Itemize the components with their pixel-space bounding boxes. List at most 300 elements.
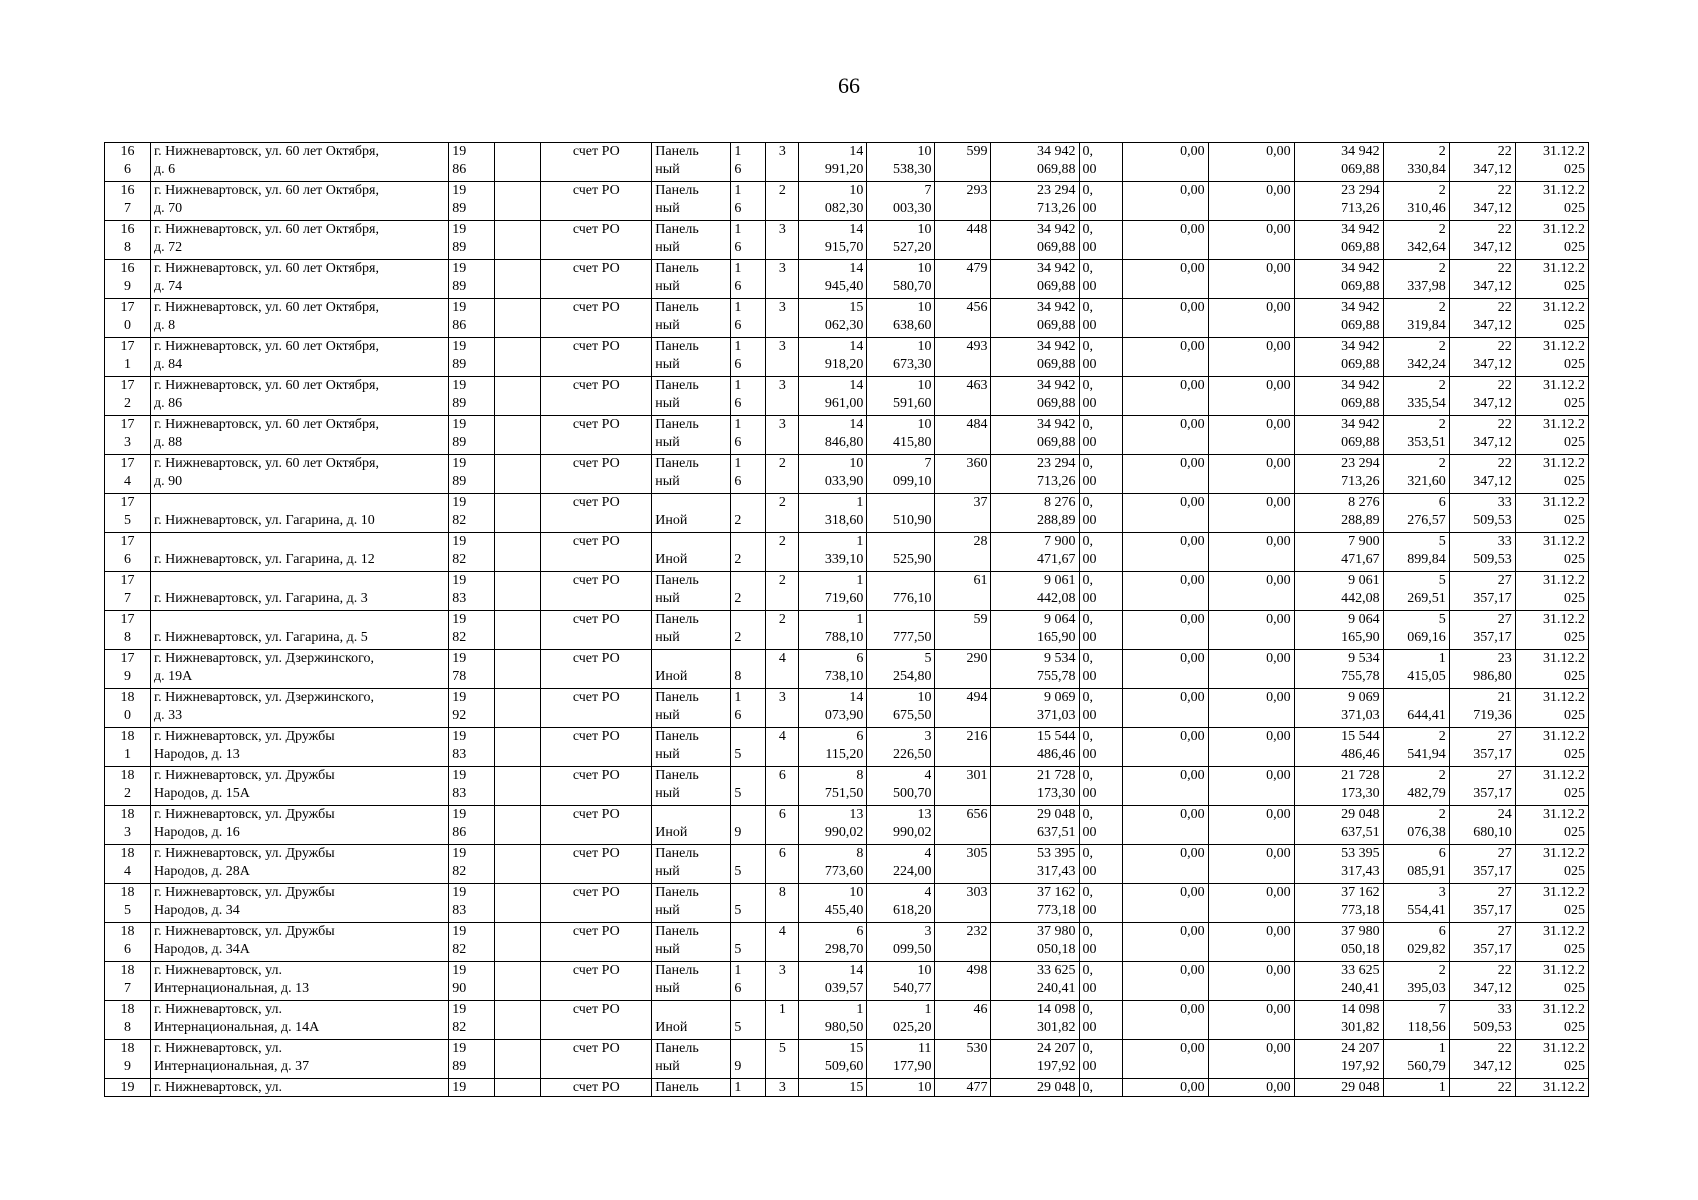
year-cell (449, 806, 495, 845)
living-area-cell-line: 003,30 (892, 201, 932, 216)
wall-material-cell (652, 845, 731, 884)
year-cell-line: 19 (452, 768, 467, 783)
address-cell-line: Народов, д. 13 (154, 747, 240, 762)
cost-per-sqm-cell-line: 337,98 (1407, 279, 1446, 294)
fund-fkr-cell (1079, 143, 1122, 182)
limit-cost-cell-line: 347,12 (1473, 279, 1512, 294)
living-area-cell (867, 338, 935, 377)
fund-fkr-cell-line: 00 (1082, 864, 1097, 879)
deadline-cell (1515, 260, 1588, 299)
year-cell-line: 19 (452, 1002, 467, 1017)
entrances-cell: 2 (766, 533, 799, 572)
other-funds-cell: 0,00 (1208, 494, 1294, 533)
row-number-cell-line: 18 (120, 690, 135, 705)
total-cost-cell-line: 34 942 (1037, 339, 1076, 354)
fund-method-cell: счет РО (541, 338, 652, 377)
year-cell (449, 845, 495, 884)
cost-per-sqm-cell-line: 6 (1438, 924, 1446, 939)
address-cell (151, 260, 449, 299)
limit-cost-cell-line: 22 (1497, 417, 1512, 432)
row-number-cell (105, 884, 151, 923)
row-number-cell-line: 17 (120, 612, 135, 627)
year-cell-line: 19 (452, 573, 467, 588)
year-cell-line: 82 (452, 1020, 467, 1035)
total-cost-cell-line: 371,03 (1037, 708, 1076, 723)
local-budget-cell: 0,00 (1122, 689, 1208, 728)
other-funds-cell: 0,00 (1208, 767, 1294, 806)
entrances-cell: 1 (766, 1001, 799, 1040)
limit-cost-cell (1449, 1001, 1515, 1040)
limit-cost-cell-line: 357,17 (1473, 864, 1512, 879)
fund-fkr-cell (1079, 572, 1122, 611)
fund-fkr-cell (1079, 260, 1122, 299)
floors-cell-line: 1 (734, 222, 742, 237)
living-area-cell-line: 5 (924, 651, 932, 666)
entrances-cell: 3 (766, 260, 799, 299)
floors-cell-line: 1 (734, 963, 742, 978)
owners-funds-cell (1294, 299, 1383, 338)
owners-funds-cell-line: 9 069 (1348, 690, 1380, 705)
cost-per-sqm-cell-line: 541,94 (1407, 747, 1446, 762)
row-number-cell-line: 18 (120, 768, 135, 783)
total-area-cell-line: 455,40 (824, 903, 864, 918)
total-cost-cell (991, 572, 1079, 611)
local-budget-cell: 0,00 (1122, 377, 1208, 416)
cost-per-sqm-cell (1383, 884, 1449, 923)
year-cell (449, 377, 495, 416)
address-cell-line: г. Нижневартовск, ул. 60 лет Октября, (154, 378, 379, 393)
limit-cost-cell (1449, 689, 1515, 728)
wall-material-cell-line: ный (655, 240, 680, 255)
living-area-cell-line: 099,50 (892, 942, 932, 957)
entrances-cell: 6 (766, 845, 799, 884)
wall-material-cell-line: Панель (655, 612, 699, 627)
fund-fkr-cell (1079, 533, 1122, 572)
local-budget-cell: 0,00 (1122, 338, 1208, 377)
address-cell-line: г. Нижневартовск, ул. (154, 963, 282, 978)
year-cell-line: 19 (452, 807, 467, 822)
residents-cell: 305 (935, 845, 991, 884)
owners-funds-cell (1294, 845, 1383, 884)
row-number-cell-line: 8 (124, 1020, 131, 1035)
year-cell (449, 1001, 495, 1040)
deadline-cell (1515, 767, 1588, 806)
row-number-cell (105, 377, 151, 416)
deadline-cell-line: 025 (1564, 903, 1585, 918)
empty-cell (495, 455, 541, 494)
year-cell-line: 19 (452, 339, 467, 354)
wall-material-cell (652, 221, 731, 260)
year-cell-line: 19 (452, 612, 467, 627)
cost-per-sqm-cell-line: 5 (1438, 612, 1446, 627)
row-number-cell-line: 18 (120, 1002, 135, 1017)
deadline-cell-line: 025 (1564, 279, 1585, 294)
owners-funds-cell-line: 37 980 (1341, 924, 1380, 939)
fund-fkr-cell-line: 0, (1082, 339, 1094, 354)
table-row (105, 806, 1589, 845)
floors-cell (731, 884, 766, 923)
wall-material-cell-line: Иной (655, 825, 688, 840)
limit-cost-cell-line: 22 (1497, 378, 1512, 393)
limit-cost-cell (1449, 455, 1515, 494)
row-number-cell-line: 5 (124, 513, 131, 528)
limit-cost-cell-line: 22 (1497, 222, 1512, 237)
deadline-cell-line: 025 (1564, 669, 1585, 684)
owners-funds-cell-line: 069,88 (1341, 396, 1380, 411)
entrances-cell: 2 (766, 611, 799, 650)
cost-per-sqm-cell (1383, 221, 1449, 260)
row-number-cell (105, 221, 151, 260)
wall-material-cell-line: Иной (655, 669, 688, 684)
wall-material-cell-line: Панель (655, 222, 699, 237)
total-area-cell-line: 14 (849, 378, 864, 393)
living-area-cell (867, 221, 935, 260)
limit-cost-cell (1449, 767, 1515, 806)
owners-funds-cell-line: 34 942 (1341, 222, 1380, 237)
wall-material-cell-line: ный (655, 591, 680, 606)
entrances-cell: 3 (766, 338, 799, 377)
total-cost-cell-line: 15 544 (1037, 729, 1076, 744)
row-number-cell-line: 4 (124, 864, 131, 879)
total-cost-cell-line: 713,26 (1037, 201, 1076, 216)
floors-cell-line: 6 (734, 981, 742, 996)
address-cell-line (154, 611, 445, 629)
empty-cell (495, 338, 541, 377)
fund-method-cell: счет РО (541, 260, 652, 299)
table-row (105, 689, 1589, 728)
row-number-cell-line: 9 (124, 669, 131, 684)
deadline-cell-line: 31.12.2 (1543, 885, 1585, 900)
cost-per-sqm-cell (1383, 806, 1449, 845)
floors-cell (731, 767, 766, 806)
total-cost-cell-line: 37 980 (1037, 924, 1076, 939)
owners-funds-cell-line: 23 294 (1341, 456, 1380, 471)
total-area-cell-line: 14 (849, 690, 864, 705)
deadline-cell (1515, 377, 1588, 416)
floors-cell (731, 260, 766, 299)
entrances-cell: 4 (766, 728, 799, 767)
entrances-cell: 2 (766, 572, 799, 611)
year-cell-line: 82 (452, 630, 467, 645)
empty-cell (495, 377, 541, 416)
limit-cost-cell (1449, 338, 1515, 377)
wall-material-cell-line: ный (655, 357, 680, 372)
year-cell-line: 82 (452, 942, 467, 957)
entrances-cell: 6 (766, 806, 799, 845)
row-number-cell-line: 16 (120, 144, 135, 159)
cost-per-sqm-cell-line: 118,56 (1407, 1020, 1446, 1035)
total-area-cell (799, 1001, 867, 1040)
residents-cell: 479 (935, 260, 991, 299)
total-cost-cell (991, 455, 1079, 494)
total-cost-cell (991, 533, 1079, 572)
table-row (105, 962, 1589, 1001)
living-area-cell-line: 226,50 (892, 747, 932, 762)
address-cell-line: Интернациональная, д. 13 (154, 981, 310, 996)
limit-cost-cell (1449, 728, 1515, 767)
row-number-cell: 19 (105, 1079, 151, 1097)
year-cell-line: 89 (452, 357, 467, 372)
fund-fkr-cell-line: 0, (1082, 729, 1094, 744)
total-cost-cell (991, 260, 1079, 299)
local-budget-cell: 0,00 (1122, 767, 1208, 806)
entrances-cell: 3 (766, 377, 799, 416)
cost-per-sqm-cell-line: 554,41 (1407, 903, 1446, 918)
fund-fkr-cell-line: 0, (1082, 690, 1094, 705)
cost-per-sqm-cell (1383, 962, 1449, 1001)
limit-cost-cell-line: 347,12 (1473, 435, 1512, 450)
owners-funds-cell (1294, 221, 1383, 260)
year-cell-line: 19 (452, 495, 467, 510)
total-area-cell (799, 884, 867, 923)
total-area-cell (799, 494, 867, 533)
wall-material-cell-line: Иной (655, 1020, 688, 1035)
residents-cell: 494 (935, 689, 991, 728)
owners-funds-cell: 29 048 (1294, 1079, 1383, 1097)
living-area-cell-line: 10 (917, 378, 932, 393)
empty-cell (495, 221, 541, 260)
row-number-cell (105, 728, 151, 767)
fund-fkr-cell: 0, (1079, 1079, 1122, 1097)
fund-fkr-cell-line: 0, (1082, 1041, 1094, 1056)
empty-cell (495, 884, 541, 923)
floors-cell-line (734, 728, 762, 746)
entrances-cell: 4 (766, 923, 799, 962)
floors-cell (731, 572, 766, 611)
floors-cell (731, 182, 766, 221)
address-cell-line: г. Нижневартовск, ул. 60 лет Октября, (154, 261, 379, 276)
living-area-cell-line: 224,00 (892, 864, 932, 879)
limit-cost-cell-line: 357,17 (1473, 747, 1512, 762)
row-number-cell (105, 455, 151, 494)
local-budget-cell: 0,00 (1122, 182, 1208, 221)
row-number-cell-line: 3 (124, 435, 131, 450)
wall-material-cell (652, 611, 731, 650)
total-area-cell-line: 918,20 (824, 357, 864, 372)
total-cost-cell-line: 713,26 (1037, 474, 1076, 489)
fund-fkr-cell-line: 0, (1082, 846, 1094, 861)
fund-fkr-cell-line: 0, (1082, 261, 1094, 276)
deadline-cell (1515, 221, 1588, 260)
empty-cell (495, 533, 541, 572)
other-funds-cell: 0,00 (1208, 338, 1294, 377)
limit-cost-cell-line: 22 (1497, 1041, 1512, 1056)
row-number-cell-line: 18 (120, 1041, 135, 1056)
living-area-cell-line: 777,50 (892, 630, 932, 645)
year-cell-line: 82 (452, 552, 467, 567)
wall-material-cell (652, 143, 731, 182)
address-cell-line: г. Нижневартовск, ул. Дружбы (154, 768, 335, 783)
total-cost-cell (991, 689, 1079, 728)
address-cell (151, 689, 449, 728)
fund-fkr-cell-line: 00 (1082, 279, 1097, 294)
deadline-cell (1515, 1001, 1588, 1040)
address-cell-line: г. Нижневартовск, ул. (154, 1002, 282, 1017)
fund-fkr-cell-line: 00 (1082, 903, 1097, 918)
address-cell-line: д. 86 (154, 396, 183, 411)
owners-funds-cell-line: 53 395 (1341, 846, 1380, 861)
cost-per-sqm-cell-line (1387, 689, 1446, 707)
fund-fkr-cell-line: 0, (1082, 144, 1094, 159)
year-cell-line: 19 (452, 222, 467, 237)
cost-per-sqm-cell (1383, 845, 1449, 884)
year-cell (449, 611, 495, 650)
limit-cost-cell-line: 347,12 (1473, 357, 1512, 372)
cost-per-sqm-cell (1383, 572, 1449, 611)
living-area-cell-line: 527,20 (892, 240, 932, 255)
total-area-cell-line: 115,20 (825, 747, 864, 762)
living-area-cell-line: 525,90 (892, 552, 932, 567)
total-area-cell-line: 14 (849, 417, 864, 432)
owners-funds-cell-line: 165,90 (1341, 630, 1380, 645)
row-number-cell (105, 767, 151, 806)
total-cost-cell (991, 845, 1079, 884)
cost-per-sqm-cell-line: 276,57 (1407, 513, 1446, 528)
limit-cost-cell-line: 357,17 (1473, 630, 1512, 645)
fund-method-cell: счет РО (541, 377, 652, 416)
residents-cell: 530 (935, 1040, 991, 1079)
living-area-cell-line: 10 (917, 963, 932, 978)
living-area-cell-line: 540,77 (892, 981, 932, 996)
living-area-cell-line: 177,90 (892, 1059, 932, 1074)
fund-fkr-cell-line: 0, (1082, 417, 1094, 432)
year-cell-line: 89 (452, 240, 467, 255)
cost-per-sqm-cell-line: 395,03 (1407, 981, 1446, 996)
address-cell (151, 1001, 449, 1040)
cost-per-sqm-cell-line: 3 (1438, 885, 1446, 900)
limit-cost-cell (1449, 299, 1515, 338)
floors-cell-line: 6 (734, 396, 742, 411)
total-cost-cell (991, 1001, 1079, 1040)
fund-fkr-cell-line: 00 (1082, 825, 1097, 840)
total-area-cell (799, 1040, 867, 1079)
wall-material-cell (652, 884, 731, 923)
fund-fkr-cell (1079, 962, 1122, 1001)
local-budget-cell: 0,00 (1122, 494, 1208, 533)
living-area-cell (867, 416, 935, 455)
fund-method-cell: счет РО (541, 1079, 652, 1097)
cost-per-sqm-cell-line: 644,41 (1407, 708, 1446, 723)
local-budget-cell: 0,00 (1122, 1001, 1208, 1040)
fund-fkr-cell-line: 00 (1082, 240, 1097, 255)
total-area-cell (799, 338, 867, 377)
wall-material-cell-line: Панель (655, 456, 699, 471)
owners-funds-cell-line: 069,88 (1341, 240, 1380, 255)
other-funds-cell: 0,00 (1208, 455, 1294, 494)
living-area-cell (867, 494, 935, 533)
fund-method-cell: счет РО (541, 923, 652, 962)
wall-material-cell-line: ный (655, 279, 680, 294)
total-area-cell-line: 13 (849, 807, 864, 822)
living-area-cell-line: 500,70 (892, 786, 932, 801)
residents-cell: 46 (935, 1001, 991, 1040)
row-number-cell-line: 18 (120, 924, 135, 939)
floors-cell (731, 221, 766, 260)
floors-cell-line: 1 (734, 261, 742, 276)
floors-cell-line: 1 (734, 690, 742, 705)
wall-material-cell (652, 377, 731, 416)
local-budget-cell: 0,00 (1122, 845, 1208, 884)
limit-cost-cell-line: 33 (1497, 495, 1512, 510)
cost-per-sqm-cell-line: 2 (1438, 963, 1446, 978)
address-cell-line: г. Нижневартовск, ул. 60 лет Октября, (154, 456, 379, 471)
empty-cell (495, 923, 541, 962)
deadline-cell-line: 025 (1564, 708, 1585, 723)
limit-cost-cell (1449, 650, 1515, 689)
owners-funds-cell-line: 8 276 (1348, 495, 1380, 510)
total-area-cell (799, 962, 867, 1001)
total-cost-cell-line: 050,18 (1037, 942, 1076, 957)
other-funds-cell: 0,00 (1208, 377, 1294, 416)
limit-cost-cell (1449, 572, 1515, 611)
fund-fkr-cell-line: 00 (1082, 396, 1097, 411)
row-number-cell-line: 9 (124, 1059, 131, 1074)
wall-material-cell-line: ный (655, 396, 680, 411)
fund-fkr-cell (1079, 611, 1122, 650)
wall-material-cell (652, 416, 731, 455)
wall-material-cell-line: ный (655, 201, 680, 216)
floors-cell (731, 689, 766, 728)
wall-material-cell-line: Панель (655, 573, 699, 588)
living-area-cell (867, 806, 935, 845)
cost-per-sqm-cell (1383, 455, 1449, 494)
address-cell-line: г. Нижневартовск, ул. Гагарина, д. 5 (154, 630, 368, 645)
total-cost-cell-line: 34 942 (1037, 378, 1076, 393)
total-cost-cell-line: 24 207 (1037, 1041, 1076, 1056)
total-area-cell-line: 15 (849, 300, 864, 315)
total-cost-cell-line: 173,30 (1037, 786, 1076, 801)
year-cell-line: 19 (452, 456, 467, 471)
total-area-cell-line: 14 (849, 339, 864, 354)
cost-per-sqm-cell (1383, 299, 1449, 338)
total-cost-cell-line: 069,88 (1037, 279, 1076, 294)
total-cost-cell-line: 069,88 (1037, 318, 1076, 333)
total-area-cell-line: 773,60 (824, 864, 864, 879)
total-cost-cell (991, 962, 1079, 1001)
wall-material-cell-line: ный (655, 435, 680, 450)
deadline-cell-line: 31.12.2 (1543, 495, 1585, 510)
address-cell-line: г. Нижневартовск, ул. 60 лет Октября, (154, 183, 379, 198)
deadline-cell-line: 31.12.2 (1543, 729, 1585, 744)
other-funds-cell: 0,00 (1208, 572, 1294, 611)
deadline-cell-line: 31.12.2 (1543, 339, 1585, 354)
total-cost-cell-line: 069,88 (1037, 240, 1076, 255)
living-area-cell-line: 675,50 (892, 708, 932, 723)
fund-method-cell: счет РО (541, 728, 652, 767)
cost-per-sqm-cell-line: 2 (1438, 378, 1446, 393)
entrances-cell: 3 (766, 962, 799, 1001)
total-cost-cell-line: 9 064 (1044, 612, 1076, 627)
empty-cell (495, 182, 541, 221)
deadline-cell (1515, 572, 1588, 611)
limit-cost-cell-line: 357,17 (1473, 591, 1512, 606)
owners-funds-cell (1294, 923, 1383, 962)
deadline-cell (1515, 923, 1588, 962)
row-number-cell-line: 1 (124, 747, 131, 762)
total-cost-cell-line: 317,43 (1037, 864, 1076, 879)
owners-funds-cell-line: 713,26 (1341, 201, 1380, 216)
row-number-cell-line: 17 (120, 300, 135, 315)
deadline-cell (1515, 962, 1588, 1001)
total-cost-cell-line: 7 900 (1044, 534, 1076, 549)
fund-fkr-cell (1079, 689, 1122, 728)
total-area-cell (799, 767, 867, 806)
row-number-cell-line: 7 (124, 591, 131, 606)
total-cost-cell (991, 221, 1079, 260)
total-area-cell-line: 15 (849, 1041, 864, 1056)
fund-fkr-cell-line: 0, (1082, 924, 1094, 939)
address-cell (151, 143, 449, 182)
